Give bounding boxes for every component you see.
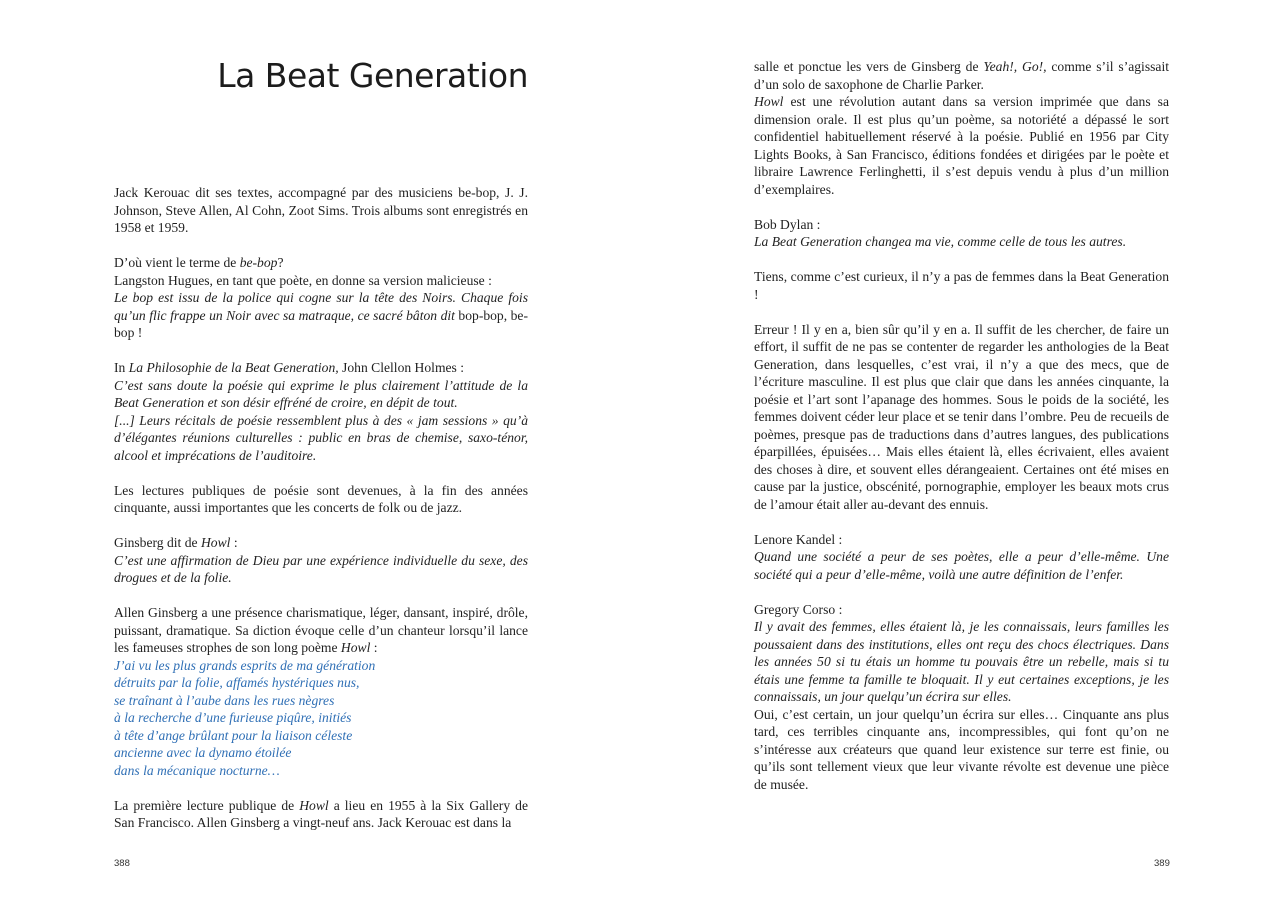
ginsberg-quote: C’est une affirmation de Dieu par une expérience individuelle du sexe, des drogues et de la folie.: [114, 552, 528, 585]
corso-response: Oui, c’est certain, un jour quelqu’un écrira sur elles… Cinquante ans plus tard, ces terribles cinquante ans, incompressibles, qui font qu’on ne s’intéresse aux créateurs que quand leur existence sur terre est finie, ou qu’ils sont tellement vieux que leur vivante révolte est devenue une pièce de musée.: [754, 706, 1169, 792]
paragraph-holmes: [114, 359, 528, 464]
howl-poem-excerpt: [114, 657, 528, 780]
corso-quote: Il y avait des femmes, elles étaient là, je les connaissais, leurs familles les poussaient dans des institutions, elles ont reçu des chocs électriques. Dans les années 50 si tu étais un homme tu pouvais être un rebelle, mais si tu étais une femme ta famille te bloquait. Il y eut certaines exceptions, je les connaissais, un jour quelqu’un écrira sur elles.: [754, 619, 1169, 704]
poem-line: à la recherche d’une furieuse piqûre, initiés: [114, 710, 352, 725]
holmes-quote-1: C’est sans doute la poésie qui exprime le plus clairement l’attitude de la Beat Generation et son désir effréné de croire, en dépit de tout.: [114, 377, 528, 410]
left-text-column: [114, 184, 528, 832]
poem-line: détruits par la folie, affamés hystériques nus,: [114, 675, 360, 690]
hughes-quote: Le bop est issu de la police qui cogne sur la tête des Noirs. Chaque fois qu’un flic frappe un Noir avec sa matraque, ce sacré bâton dit bop-bop, be-bop !: [114, 290, 528, 340]
corso-attribution: Gregory Corso :: [754, 601, 843, 617]
paragraph-ginsberg-howl: [114, 534, 528, 587]
paragraph-ginsberg-presence: [114, 604, 528, 779]
poem-line: J’ai vu les plus grands esprits de ma génération: [114, 657, 376, 673]
howl-revolution-text: Howl est une révolution autant dans sa version imprimée que dans sa dimension orale. Il est plus qu’un poème, sa notoriété a dépassé le sort confidentiel habituellement réservé à la poésie. Publié en 1956 par City Lights Books, à San Francisco, éditions fondées et dirigées par le poète et libraire Lawrence Ferlinghetti, il s’est depuis vendu à plus d’un million d’exemplaires.: [754, 94, 1169, 197]
paragraph-dylan: [754, 216, 1169, 251]
paragraph-kerouac-albums: Jack Kerouac dit ses textes, accompagné par des musiciens be-bop, J. J. Johnson, Steve Allen, Al Cohn, Zoot Sims. Trois albums sont enregistrés en 1958 et 1959.: [114, 185, 528, 235]
salle-text: salle et ponctue les vers de Ginsberg de Yeah!, Go!, comme s’il s’agissait d’un solo de saxophone de Charlie Parker.: [754, 59, 1169, 92]
holmes-intro: In La Philosophie de la Beat Generation, John Clellon Holmes :: [114, 360, 465, 375]
kandel-attribution: Lenore Kandel :: [754, 531, 843, 547]
ginsberg-intro: Ginsberg dit de Howl :: [114, 535, 238, 550]
kandel-quote: Quand une société a peur de ses poètes, elle a peur d’elle-même. Une société qui a peur d’elle-même, voilà une autre définition de l’enfer.: [754, 549, 1169, 582]
page-number-left: 388: [114, 858, 130, 869]
chapter-title: La Beat Generation: [217, 56, 528, 95]
hughes-intro: Langston Hugues, en tant que poète, en donne sa version malicieuse :: [114, 272, 492, 288]
right-page: [641, 0, 1282, 904]
paragraph-corso: [754, 601, 1169, 794]
paragraph-kandel: [754, 531, 1169, 584]
paragraph-first-reading: La première lecture publique de Howl a lieu en 1955 à la Six Gallery de San Francisco. Allen Ginsberg a vingt-neuf ans. Jack Kerouac est dans la: [114, 797, 528, 830]
poem-line: ancienne avec la dynamo étoilée: [114, 745, 292, 760]
poem-line: à tête d’ange brûlant pour la liaison céleste: [114, 727, 353, 743]
paragraph-howl-revolution: [754, 58, 1169, 198]
poem-line: se traînant à l’aube dans les rues nègres: [114, 692, 335, 708]
ginsberg-presence-text: Allen Ginsberg a une présence charismatique, léger, dansant, inspiré, drôle, puissant, dramatique. Sa diction évoque celle d’un chanteur lorsqu’il lance les fameuses strophes de son long poème Howl :: [114, 605, 528, 655]
paragraph-erreur: Erreur ! Il y en a, bien sûr qu’il y en a. Il suffit de les chercher, de faire un effort, il suffit de ne pas se contenter de regarder les anthologies de la Beat Generation, dans lesquelles, c’est vrai, il n’y a que des mecs, que de l’écriture masculine. Il est plus que clair que dans les années cinquante, la poésie et l’art sont l’apanage des hommes. Sous le poids de la société, les femmes doivent céder leur place et se tenir dans l’ombre. Peu de recueils de poèmes, presque pas de traductions dans d’autres langues, des publications éparpillées, épuisées… Mais elles étaient là, elles écrivaient, elles avaient des choses à dire, et souvent elles dérangeaient. Certaines ont été mises en cause par la justice, obscénité, pornographie, employer les beaux mots crus de l’amour était aller au-devant des ennuis.: [754, 321, 1169, 512]
bebop-question: D’où vient le terme de be-bop?: [114, 255, 284, 270]
dylan-quote: La Beat Generation changea ma vie, comme celle de tous les autres.: [754, 234, 1127, 249]
paragraph-public-readings: Les lectures publiques de poésie sont devenues, à la fin des années cinquante, aussi importantes que les concerts de folk ou de jazz.: [114, 482, 528, 515]
holmes-quote-2: [...] Leurs récitals de poésie ressemblent plus à des « jam sessions » qu’à d’élégantes réunions culturelles : public en bras de chemise, saxo-ténor, alcool et imprécations de l’auditoire.: [114, 412, 528, 463]
paragraph-bebop-origin: [114, 254, 528, 342]
dylan-attribution: Bob Dylan :: [754, 216, 821, 232]
poem-line: dans la mécanique nocturne…: [114, 762, 280, 778]
right-text-column: [754, 58, 1169, 793]
page-number-right: 389: [1154, 858, 1170, 869]
paragraph-no-women: Tiens, comme c’est curieux, il n’y a pas de femmes dans la Beat Generation !: [754, 269, 1169, 302]
